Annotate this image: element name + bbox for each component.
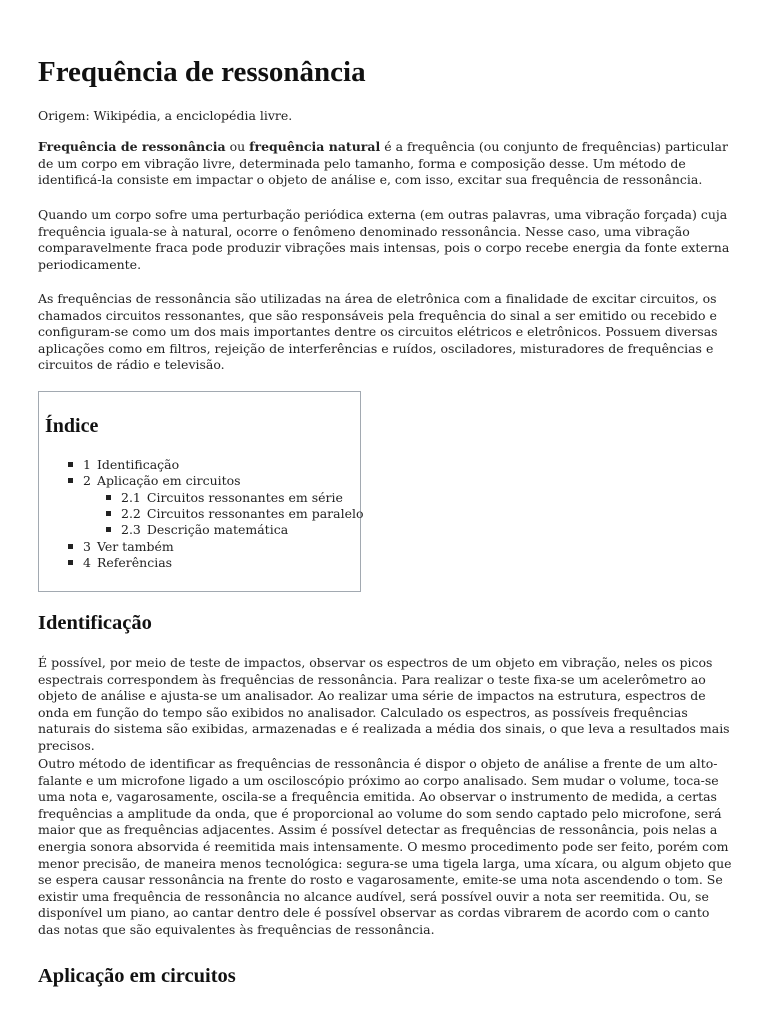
toc-item-number: 2.2 bbox=[121, 506, 141, 521]
bullet-icon bbox=[68, 560, 73, 565]
toc-item-number: 1 bbox=[83, 457, 91, 472]
toc-item-number: 2.1 bbox=[121, 490, 141, 505]
intro-bold-term-2: frequência natural bbox=[249, 139, 381, 154]
toc-item-referencias[interactable] bbox=[68, 555, 172, 571]
table-of-contents bbox=[38, 391, 364, 592]
bullet-icon bbox=[106, 527, 111, 532]
toc-item-label: Ver também bbox=[96, 539, 174, 554]
section-heading-aplicacao: Aplicação em circuitos bbox=[38, 965, 236, 987]
toc-title: Índice bbox=[45, 415, 99, 437]
toc-item-number: 4 bbox=[83, 555, 91, 570]
origin-note: Origem: Wikipédia, a enciclopédia livre. bbox=[38, 108, 293, 123]
toc-item-serie[interactable] bbox=[106, 490, 343, 506]
identificacao-paragraph-2: Outro método de identificar as frequências de ressonância é dispor o objeto de análise a frente de um alto-falante e um microfone ligado a um osciloscópio próximo ao corpo analisado. Sem mudar o volume, toca-se uma nota e, vagarosamente, oscila-se a frequência emitida. Ao observar o instrumento de medida, a certas frequências a amplitude da onda, que é proporcional ao volume do som sendo captado pelo microfone, será maior que as frequências adjacentes. Assim é possível detectar as frequências de ressonância, pois nelas a energia sonora absorvida é reemitida mais intensamente. O mesmo procedimento pode ser feito, porém com menor precisão, de maneira menos tecnológica: segura-se uma tigela larga, uma xícara, ou algum objeto que se espera causar ressonância na frente do rosto e vagarosamente, emite-se uma nota ascendendo o tom. Se existir uma frequência de ressonância no alcance audível, será possível ouvir a nota ser reemitida. Ou, se disponível um piano, ao cantar dentro dele é possível observar as cordas vibrarem de acordo com o canto das notas que são equivalentes às frequências de ressonância. bbox=[38, 756, 732, 937]
toc-item-label: Aplicação em circuitos bbox=[96, 473, 241, 488]
intro-bold-term: Frequência de ressonância bbox=[38, 139, 226, 154]
toc-item-label: Referências bbox=[96, 555, 173, 570]
bullet-icon bbox=[68, 478, 73, 483]
toc-item-number: 2 bbox=[83, 473, 91, 488]
toc-item-identificacao[interactable] bbox=[68, 457, 179, 473]
toc-item-aplicacao[interactable] bbox=[68, 473, 241, 489]
intro-text: é a frequência (ou conjunto de frequências) particular de um corpo em vibração livre, determinada pelo tamanho, forma e composição desse. Um método de identificá-la consiste em impactar o objeto de análise e, com isso, excitar sua frequência de ressonância. bbox=[38, 139, 728, 188]
bullet-icon bbox=[68, 544, 73, 549]
bullet-icon bbox=[106, 511, 111, 516]
bullet-icon bbox=[68, 462, 73, 467]
intro-paragraph bbox=[38, 139, 734, 189]
toc-item-label: Circuitos ressonantes em série bbox=[146, 490, 343, 505]
toc-item-label: Identificação bbox=[96, 457, 180, 472]
paragraph-3: As frequências de ressonância são utilizadas na área de eletrônica com a finalidade de excitar circuitos, os chamados circuitos ressonantes, que são responsáveis pela frequência do sinal a ser emitido ou recebido e configuram-se como um dos mais importantes dentre os circuitos elétricos e eletrônicos. Possuem diversas aplicações como em filtros, rejeição de interferências e ruídos, osciladores, misturadores de frequências e circuitos de rádio e televisão. bbox=[38, 291, 718, 373]
toc-item-label: Descrição matemática bbox=[146, 522, 289, 537]
toc-item-paralelo[interactable] bbox=[106, 506, 364, 522]
toc-item-number: 3 bbox=[83, 539, 91, 554]
bullet-icon bbox=[106, 495, 111, 500]
identificacao-paragraph-1: É possível, por meio de teste de impactos, observar os espectros de um objeto em vibração, neles os picos espectrais correspondem às frequências de ressonância. Para realizar o teste fixa-se um acelerômetro ao objeto de análise e ajusta-se um analisador. Ao realizar uma série de impactos na estrutura, espectros de onda em função do tempo são exibidos no analisador. Calculado os espectros, as possíveis frequências naturais do sistema são exibidas, armazenadas e é realizada a média dos sinais, o que leva a resultados mais precisos. bbox=[38, 655, 730, 753]
intro-connector: ou bbox=[225, 139, 250, 154]
toc-item-label: Circuitos ressonantes em paralelo bbox=[146, 506, 364, 521]
toc-item-ver-tambem[interactable] bbox=[68, 539, 174, 555]
toc-item-number: 2.3 bbox=[121, 522, 141, 537]
page-title: Frequência de ressonância bbox=[38, 56, 366, 88]
paragraph-2: Quando um corpo sofre uma perturbação periódica externa (em outras palavras, uma vibração forçada) cuja frequência iguala-se à natural, ocorre o fenômeno denominado ressonância. Nesse caso, uma vibração comparavelmente fraca pode produzir vibrações mais intensas, pois o corpo recebe energia da fonte externa periodicamente. bbox=[38, 207, 730, 272]
toc-item-descricao[interactable] bbox=[106, 522, 288, 538]
section-heading-identificacao: Identificação bbox=[38, 612, 152, 634]
